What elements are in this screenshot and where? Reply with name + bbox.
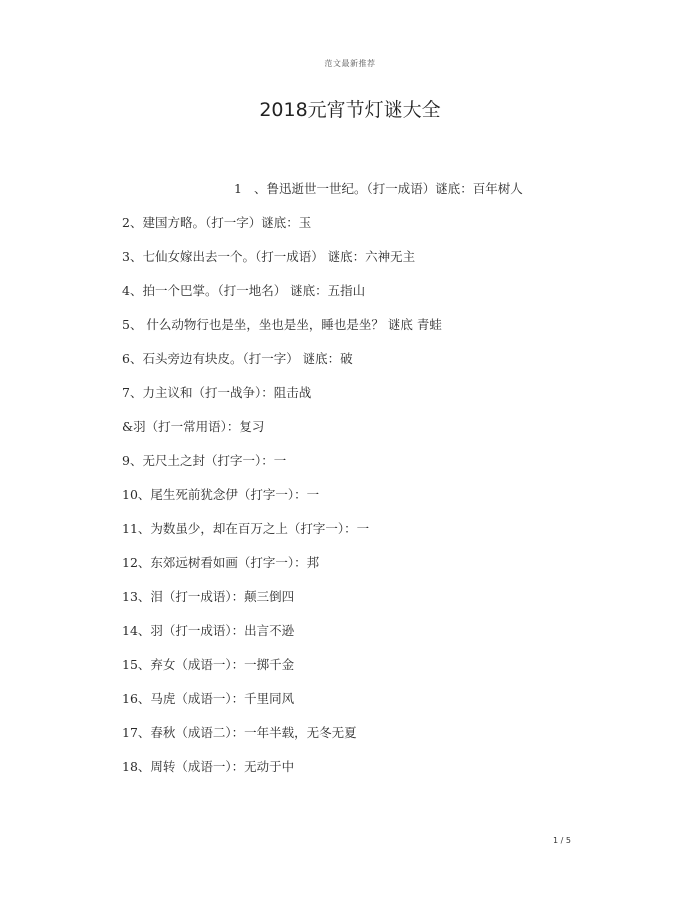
riddle-item: 17、春秋（成语二）：一年半载，无冬无夏: [122, 725, 357, 740]
page-number: 1 / 5: [553, 836, 571, 845]
riddle-item: [122, 176, 602, 210]
riddle-text: 、鲁迅逝世一世纪。（打一成语）谜底：百年树人: [254, 181, 523, 196]
riddle-item: 14、羽（打一成语）：出言不逊: [122, 623, 295, 638]
riddle-list: [122, 176, 602, 788]
riddle-item: 15、弃女（成语一）：一掷千金: [122, 657, 295, 672]
riddle-item: 9、无尺土之封（打字一）：一: [122, 453, 287, 468]
riddle-item: &羽（打一常用语）：复习: [122, 419, 265, 434]
riddle-item: 10、尾生死前犹念伊（打字一）：一: [122, 487, 320, 502]
riddle-item: 7、力主议和（打一战争）：阻击战: [122, 385, 312, 400]
riddle-item: 4、拍一个巴掌。（打一地名） 谜底：五指山: [122, 283, 366, 298]
riddle-item: 5、 什么动物行也是坐，坐也是坐，睡也是坐？ 谜底 青蛙: [122, 317, 442, 332]
riddle-item: 13、泪（打一成语）：颠三倒四: [122, 589, 295, 604]
riddle-number: 1: [234, 181, 242, 196]
riddle-item: 11、为数虽少，却在百万之上（打字一）：一: [122, 521, 370, 536]
riddle-item: 18、周转（成语一）：无动于中: [122, 759, 295, 774]
riddle-item: 6、石头旁边有块皮。（打一字） 谜底：破: [122, 351, 353, 366]
riddle-item: 16、马虎（成语一）：千里同风: [122, 691, 295, 706]
riddle-item: 2、建国方略。（打一字）谜底：玉: [122, 215, 312, 230]
riddle-item: 12、东郊远树看如画（打字一）：邦: [122, 555, 320, 570]
page-title: 2018元宵节灯谜大全: [259, 99, 441, 121]
riddle-item: 3、七仙女嫁出去一个。（打一成语） 谜底：六神无主: [122, 249, 416, 264]
header-note: 范文最新推荐: [324, 59, 376, 68]
